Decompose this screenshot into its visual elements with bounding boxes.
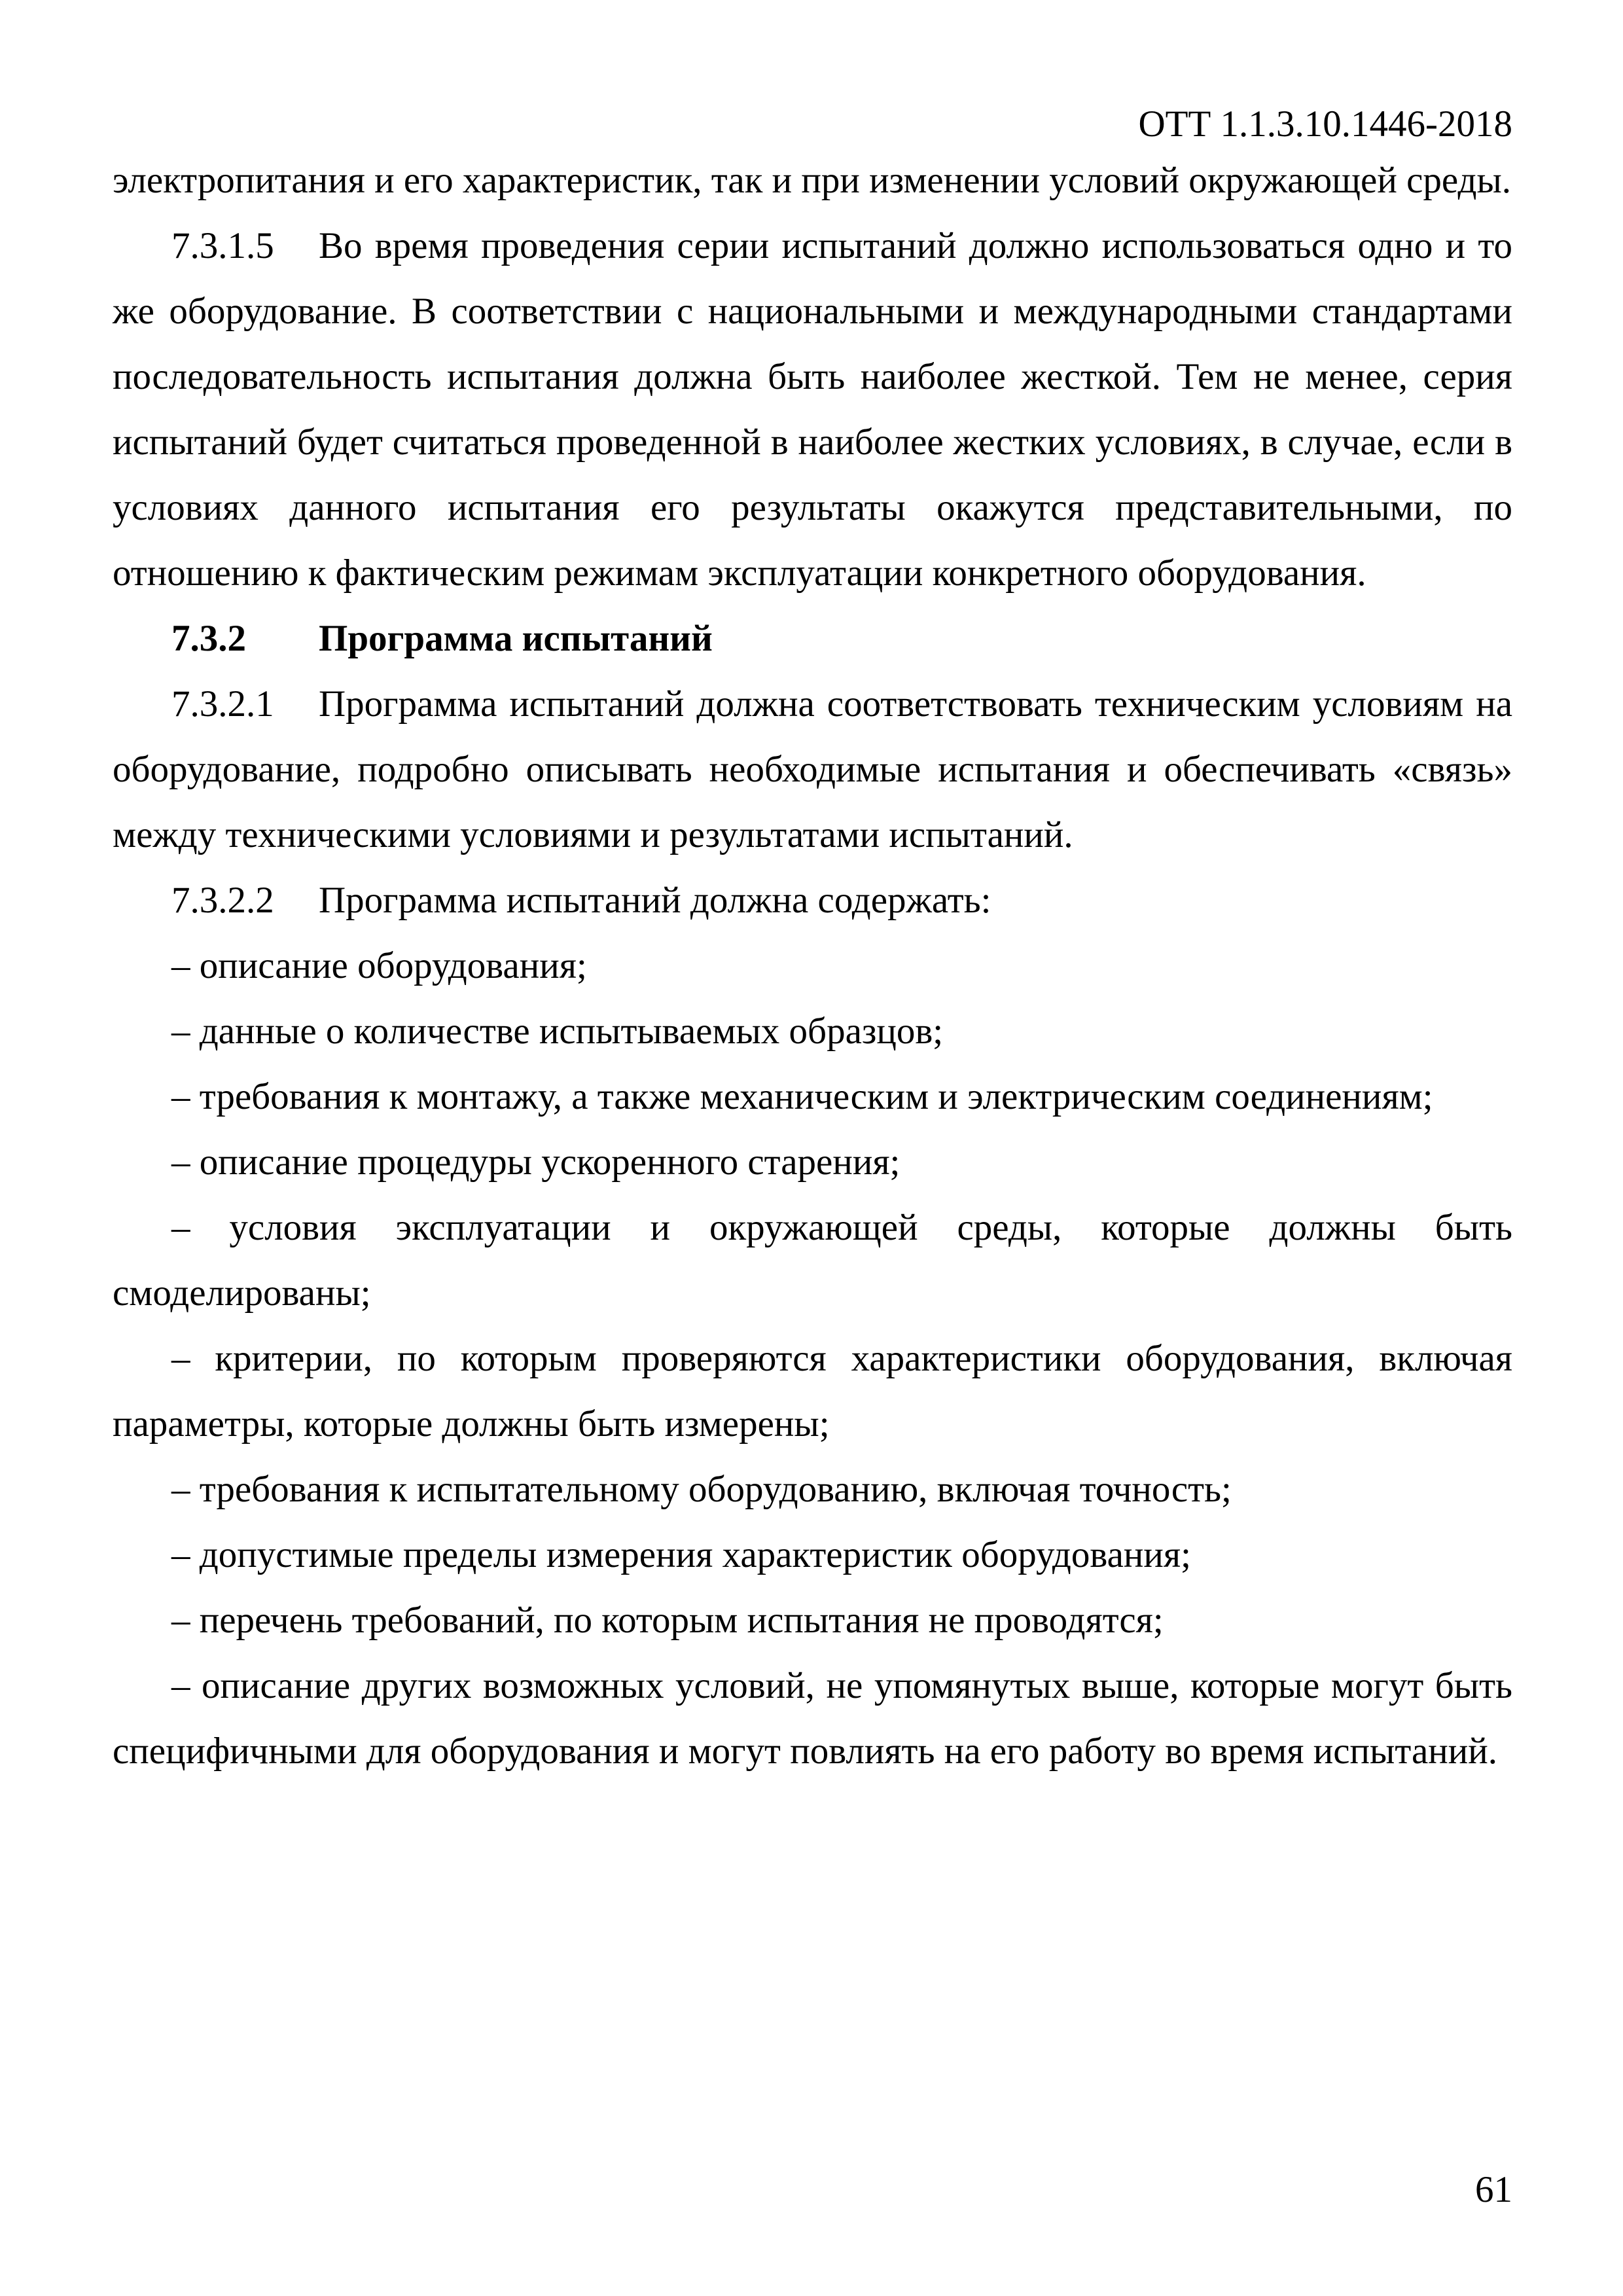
page-body (113, 148, 1512, 1784)
clause-number: 7.3.2.1 (171, 683, 274, 725)
clause-7-3-2-1 (113, 672, 1512, 868)
clause-number: 7.3.2.2 (171, 880, 274, 921)
clause-7-3-2-2 (113, 868, 1512, 933)
continuation-paragraph: электропитания и его характеристик, так и при изменении условий окружающей среды. (113, 160, 1511, 201)
section-title: Программа испытаний (319, 618, 713, 659)
list-item: – критерии, по которым проверяются характеристики оборудования, включая параметры, которые должны быть измерены; (113, 1338, 1512, 1444)
list-item: – данные о количестве испытываемых образцов; (171, 1011, 944, 1052)
list-item: – условия эксплуатации и окружающей среды, которые должны быть смоделированы; (113, 1207, 1512, 1314)
list-item: – описание других возможных условий, не упомянутых выше, которые могут быть специфичными для оборудования и могут повлиять на его работу во время испытаний. (113, 1665, 1512, 1772)
clause-text: Программа испытаний должна соответствовать техническим условиям на оборудование, подробно описывать необходимые испытания и обеспечивать «связь» между техническими условиями и результатами испытаний. (113, 683, 1512, 855)
section-heading-7-3-2 (113, 606, 1512, 672)
list-item: – требования к испытательному оборудованию, включая точность; (171, 1469, 1232, 1510)
section-number: 7.3.2 (171, 618, 246, 659)
list-item: – перечень требований, по которым испытания не проводятся; (171, 1600, 1164, 1641)
clause-7-3-1-5 (113, 213, 1512, 606)
list-item: – описание оборудования; (171, 945, 587, 986)
document-code: ОТТ 1.1.3.10.1446-2018 (1138, 103, 1512, 145)
list-item: – допустимые пределы измерения характеристик оборудования; (171, 1534, 1191, 1575)
list-item: – требования к монтажу, а также механическим и электрическим соединениям; (171, 1076, 1433, 1117)
clause-number: 7.3.1.5 (171, 225, 274, 266)
page-number: 61 (1475, 2169, 1512, 2210)
list-item: – описание процедуры ускоренного старения; (171, 1141, 901, 1183)
clause-text: Программа испытаний должна содержать: (319, 880, 991, 921)
clause-text: Во время проведения серии испытаний должно использоваться одно и то же оборудование. В соответствии с национальными и международными стандартами последовательность испытания должна быть наиболее жесткой. Тем не менее, серия испытаний будет считаться проведенной в наиболее жестких условиях, в случае, если в условиях данного испытания его результаты окажутся представительными, по отношению к фактическим режимам эксплуатации конкретного оборудования. (113, 225, 1512, 594)
